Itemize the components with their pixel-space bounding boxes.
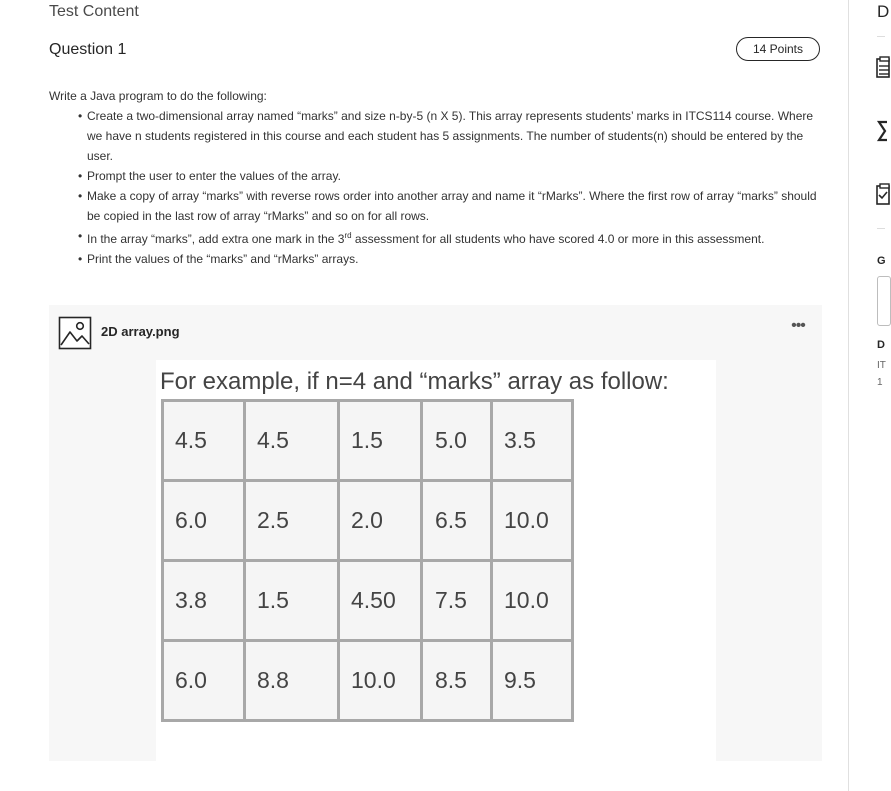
marks-table [161, 399, 574, 722]
question-intro: Write a Java program to do the following: [49, 89, 267, 103]
attachment-panel [49, 305, 822, 761]
attachment-name[interactable]: 2D array.png [101, 324, 180, 339]
requirement-item: • In the array “marks”, add extra one mark in the 3rd assessment for all students who have scored 4.0 or more in this assessment. [87, 226, 824, 249]
table-cell: 4.50 [339, 561, 422, 641]
table-cell: 3.5 [492, 401, 573, 481]
more-options-icon[interactable]: ••• [791, 317, 805, 334]
table-cell: 6.5 [422, 481, 492, 561]
table-cell: 8.8 [245, 641, 339, 721]
table-cell: 2.5 [245, 481, 339, 561]
requirement-item: • Create a two-dimensional array named “marks” and size n-by-5 (n X 5). This array represents students’ marks in ITCS114 course. Where we have n students registered in this course and each student has 5 assignments. The number of students(n) should be entered by the user. [87, 106, 824, 166]
table-cell: 10.0 [492, 561, 573, 641]
table-cell: 6.0 [163, 481, 245, 561]
right-side-panel [848, 0, 890, 791]
requirement-item: • Prompt the user to enter the values of the array. [87, 166, 824, 186]
panel-bottom-text: 1 [877, 377, 883, 388]
table-cell: 1.5 [245, 561, 339, 641]
requirements-list [49, 106, 824, 269]
panel-section-letter: G [877, 255, 886, 267]
table-cell: 6.0 [163, 641, 245, 721]
table-cell: 1.5 [339, 401, 422, 481]
panel-top-letter: D [877, 2, 890, 21]
image-file-icon [58, 316, 92, 350]
question-body [49, 86, 824, 269]
clipboard-icon[interactable] [875, 56, 889, 83]
table-cell: 10.0 [339, 641, 422, 721]
table-cell: 2.0 [339, 481, 422, 561]
example-caption: For example, if n=4 and “marks” array as follow: [160, 368, 669, 395]
points-badge: 14 Points [736, 37, 820, 61]
requirement-item: • Print the values of the “marks” and “rMarks” arrays. [87, 249, 824, 269]
panel-input-box[interactable] [877, 276, 891, 326]
question-title: Question 1 [49, 41, 127, 58]
attachment-image-preview [156, 360, 716, 761]
table-cell: 9.5 [492, 641, 573, 721]
table-row [163, 641, 573, 721]
table-cell: 3.8 [163, 561, 245, 641]
table-row [163, 401, 573, 481]
sigma-icon[interactable] [877, 120, 887, 147]
panel-bottom-text: IT [877, 360, 886, 371]
table-cell: 4.5 [163, 401, 245, 481]
page-heading: Test Content [49, 3, 139, 20]
table-row [163, 481, 573, 561]
table-cell: 5.0 [422, 401, 492, 481]
table-cell: 8.5 [422, 641, 492, 721]
table-row [163, 561, 573, 641]
table-cell: 10.0 [492, 481, 573, 561]
panel-divider [877, 36, 885, 37]
panel-bottom-letter: D [877, 339, 885, 351]
checklist-icon[interactable] [875, 182, 887, 211]
panel-divider [877, 228, 885, 229]
table-cell: 7.5 [422, 561, 492, 641]
table-cell: 4.5 [245, 401, 339, 481]
requirement-item: • Make a copy of array “marks” with reverse rows order into another array and name it “rMarks”. Where the first row of array “marks” should be copied in the last row of array “rMarks” and so on for all rows. [87, 186, 824, 226]
